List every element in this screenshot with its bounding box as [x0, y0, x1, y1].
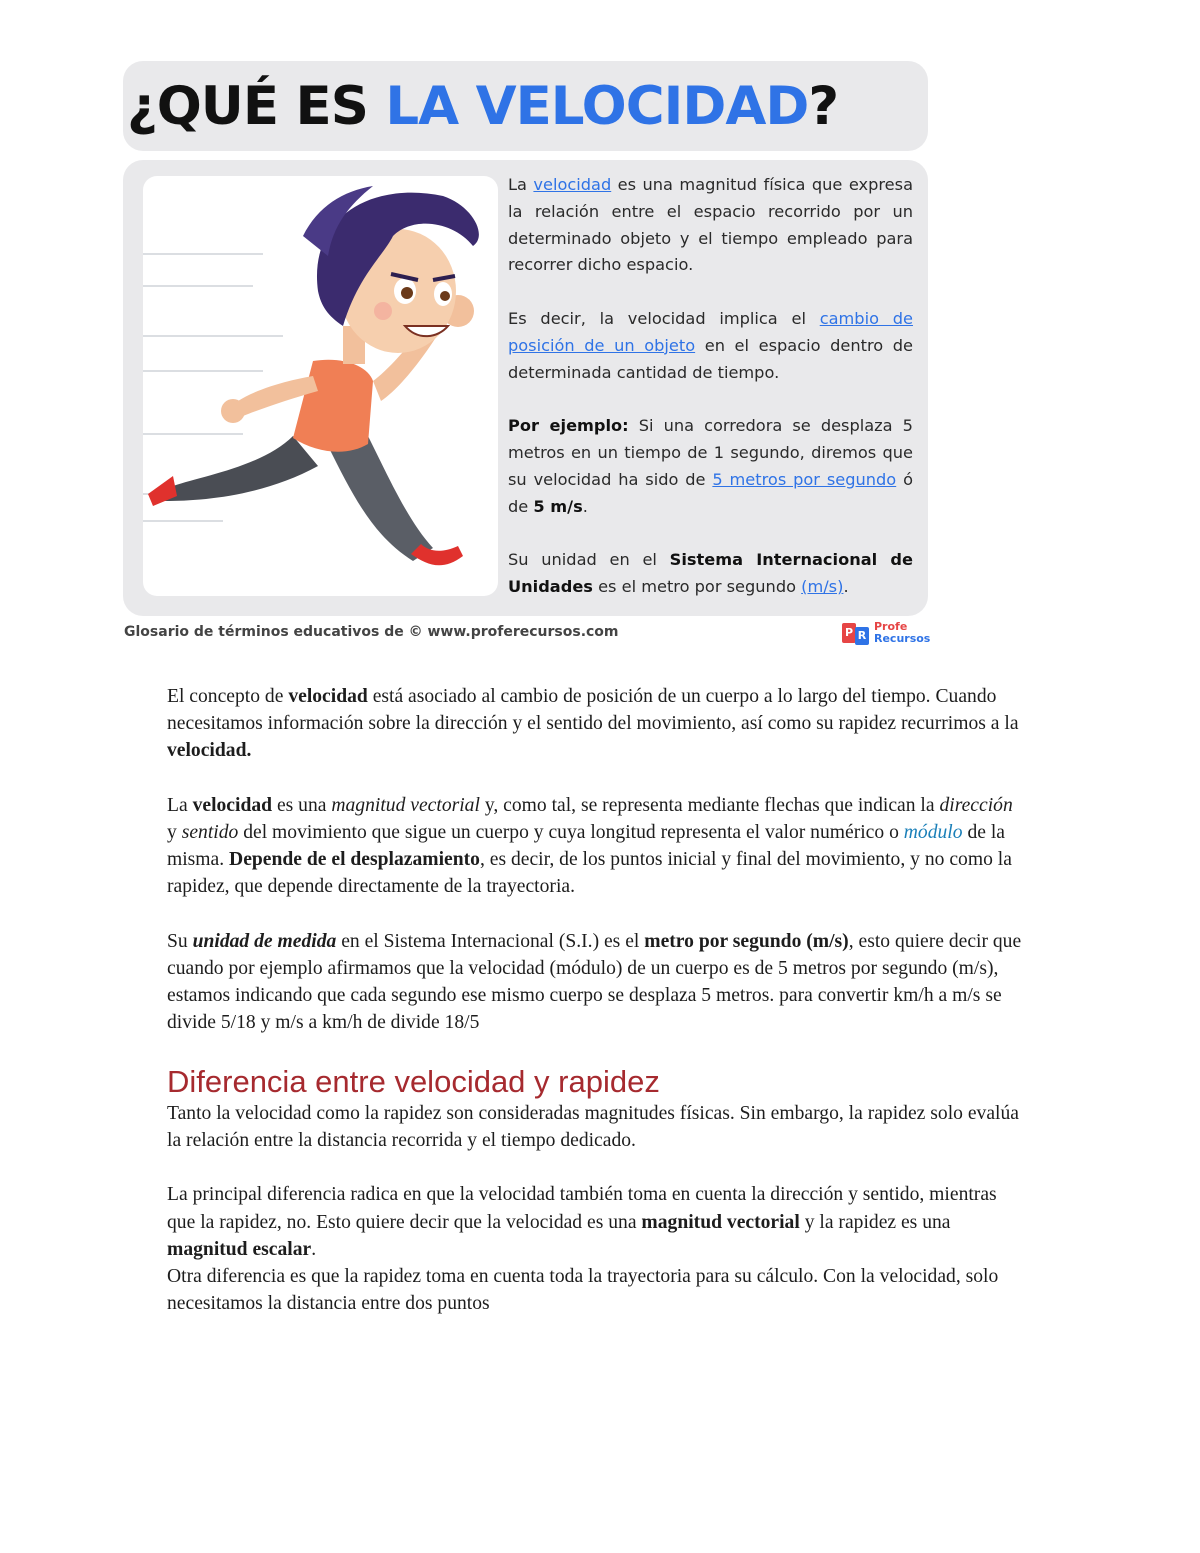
body-paragraph-5	[167, 1181, 1025, 1263]
body-paragraph-6: Otra diferencia es que la rapidez toma en cuenta toda la trayectoria para su cálculo. Con la velocidad, solo necesitamos la distancia entre dos puntos	[167, 1266, 999, 1315]
info-paragraph-3	[508, 413, 913, 520]
running-girl-icon	[143, 176, 498, 596]
text: en el espacio dentro de determinada cantidad de tiempo.	[508, 335, 913, 382]
bold-text: 5 m/s	[533, 496, 583, 516]
info-paragraph-4	[508, 547, 913, 601]
title-part2: LA VELOCIDAD	[385, 75, 809, 137]
body-paragraph-3	[167, 928, 1025, 1037]
bold-text: metro por segundo (m/s)	[644, 930, 849, 952]
bold-text: magnitud escalar	[167, 1238, 312, 1260]
text: es una	[272, 794, 332, 816]
credit-line: Glosario de términos educativos de © www.proferecursos.com	[124, 624, 619, 640]
cambio-posicion-link[interactable]: cambio de posición de un objeto	[508, 308, 913, 355]
text: de la misma.	[167, 822, 1005, 871]
text: Su	[167, 930, 193, 952]
title-part3: ?	[808, 75, 839, 137]
bold-text: Depende de el desplazamiento	[229, 849, 480, 871]
italic-text: dirección	[939, 794, 1013, 816]
text: Su unidad en el	[508, 550, 670, 570]
text: El concepto de	[167, 686, 289, 707]
text: del movimiento que sigue un cuerpo y cuya longitud representa el valor numérico o	[238, 822, 904, 843]
text: La	[167, 794, 193, 816]
body-paragraph-1	[167, 683, 1025, 765]
bold-text: velocidad	[288, 686, 368, 707]
modulo-link[interactable]: módulo	[903, 822, 963, 843]
italic-text: magnitud vectorial	[331, 794, 480, 816]
bold-text: Sistema Internacional de Unidades	[508, 550, 913, 596]
velocidad-link[interactable]: velocidad	[533, 175, 612, 194]
infographic-panel	[123, 160, 928, 616]
ms-link[interactable]: (m/s)	[801, 576, 844, 596]
text: La principal diferencia radica en que la velocidad también toma en cuenta la dirección y sentido, mientras que la rapidez, no. Esto quiere decir que la velocidad es una	[167, 1184, 997, 1233]
bold-text: Por ejemplo:	[508, 416, 629, 436]
runner-illustration	[143, 176, 498, 596]
body-paragraph-2	[167, 792, 1025, 901]
text: ó de	[508, 469, 913, 516]
bold-text: velocidad	[192, 794, 273, 816]
metros-por-segundo-link[interactable]: 5 metros por segundo	[712, 469, 897, 489]
infographic-title	[123, 61, 928, 151]
text: La	[508, 175, 534, 194]
text: y, como tal, se representa mediante flechas que indican la	[479, 794, 940, 816]
text: Es decir, la velocidad implica el	[508, 308, 820, 328]
text: en el Sistema Internacional (S.I.) es el	[336, 930, 645, 952]
info-paragraph-1	[508, 172, 913, 279]
text: , es decir, de los puntos inicial y final del movimiento, y no como la rapidez, que depende directamente de la trayectoria.	[167, 849, 1012, 898]
logo-text-bottom: Recursos	[874, 632, 931, 645]
logo-letter-r: R	[855, 627, 869, 645]
body-paragraph-4: Tanto la velocidad como la rapidez son consideradas magnitudes físicas. Sin embargo, la rapidez solo evalúa la relación entre la distancia recorrida y el tiempo dedicado.	[167, 1102, 1019, 1151]
text: Si una corredora se desplaza 5 metros en un tiempo de 1 segundo, diremos que su velocidad ha sido de	[508, 416, 913, 489]
text: es una magnitud física que expresa la relación entre el espacio recorrido por un determinado objeto y el tiempo empleado para recorrer dicho espacio.	[508, 175, 913, 275]
info-paragraph-2	[508, 306, 913, 386]
logo-letter-p: P	[842, 623, 856, 643]
italic-text: sentido	[181, 822, 239, 843]
document-body	[167, 683, 1025, 1345]
title-part1: ¿QUÉ ES	[127, 75, 386, 137]
text: está asociado al cambio de posición de un cuerpo a lo largo del tiempo. Cuando necesitamos información sobre la dirección y el sentido del movimiento, así como su rapidez recurrimos a la	[167, 686, 1019, 735]
bold-italic-text: unidad de medida	[192, 930, 337, 952]
text: .	[311, 1238, 317, 1260]
section-heading: Diferencia entre velocidad y rapidez	[167, 1063, 660, 1099]
infographic-text	[508, 172, 913, 628]
text: y la rapidez es una	[799, 1211, 951, 1233]
bold-text: magnitud vectorial	[641, 1211, 800, 1233]
proferecursos-logo	[838, 620, 934, 648]
logo-text-top: Profe	[874, 620, 908, 633]
text: es el metro por segundo	[592, 576, 802, 596]
text: .	[582, 496, 588, 516]
text: .	[843, 576, 849, 596]
text: , esto quiere decir que cuando por ejemplo afirmamos que la velocidad (módulo) de un cuerpo es de 5 metros por segundo (m/s), estamos indicando que cada segundo ese mismo cuerpo se desplaza 5 metros. para convertir km/h a m/s se divide 5/18 y m/s a km/h de divide 18/5	[167, 930, 1022, 1034]
text: y	[167, 822, 182, 843]
bold-text: velocidad.	[167, 740, 252, 762]
